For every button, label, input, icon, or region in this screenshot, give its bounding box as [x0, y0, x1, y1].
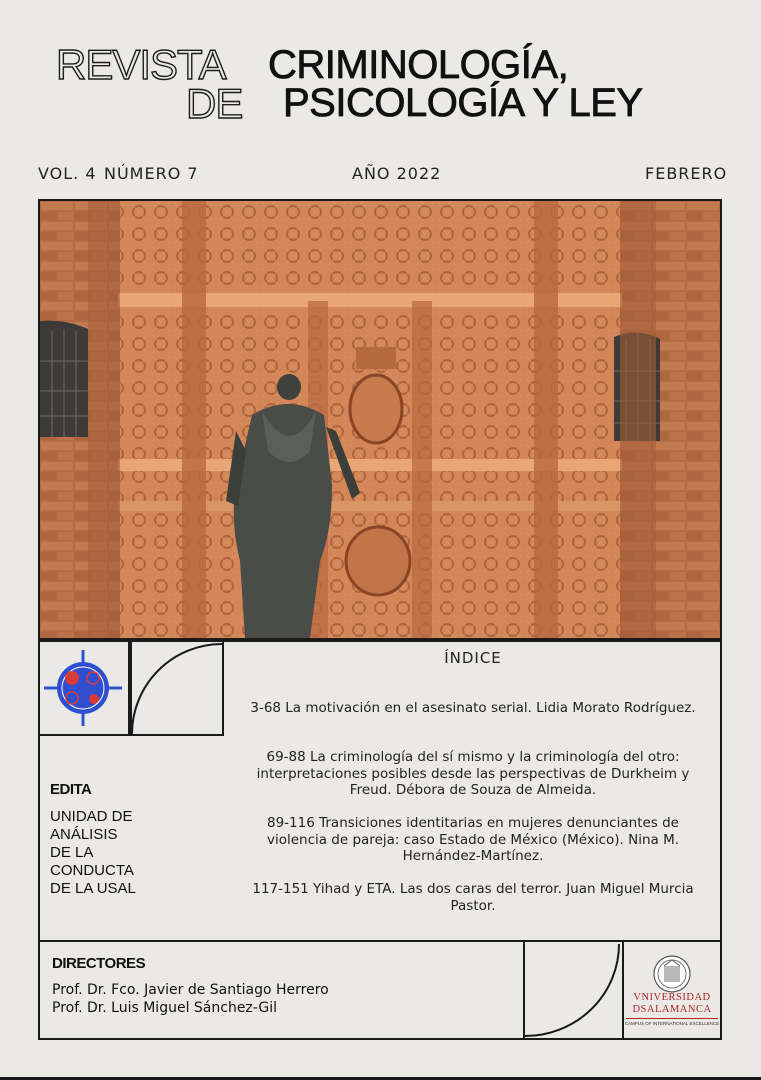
- arc-decoration-box: [130, 642, 224, 736]
- university-name-line1: VNIVERSIDAD: [633, 992, 711, 1003]
- cover-photo: [38, 199, 722, 640]
- issue-number: NÚMERO 7: [104, 164, 199, 183]
- university-name-line2: DSALAMANCA: [632, 1004, 712, 1015]
- edita-line: ANÁLISIS: [50, 826, 118, 843]
- masthead-title-line2: PSICOLOGÍA Y LEY: [283, 81, 643, 125]
- masthead-revista: REVISTA: [56, 41, 226, 88]
- issue-year: AÑO 2022: [352, 164, 442, 183]
- frame-bottom-line: [38, 1038, 722, 1040]
- edita-line: UNIDAD DE: [50, 808, 133, 825]
- arc-decoration: [132, 642, 222, 734]
- index-entry: 89-116 Transiciones identitarias en mujeres denunciantes de violencia de pareja: caso Estado de México (México). Nina M. Hernández-Martínez.: [266, 815, 680, 864]
- criminology-unit-logo: [38, 642, 128, 734]
- masthead-title-line1: CRIMINOLOGÍA,: [268, 43, 569, 87]
- edita-line: DE LA: [50, 844, 94, 861]
- director-name: Prof. Dr. Luis Miguel Sánchez-Gil: [52, 1000, 277, 1016]
- issue-month: FEBRERO: [645, 164, 728, 183]
- director-name: Prof. Dr. Fco. Javier de Santiago Herrero: [52, 982, 329, 998]
- bottom-arc-box: [523, 942, 624, 1038]
- index-title: ÍNDICE: [444, 649, 502, 667]
- university-tagline: CAMPUS OF INTERNATIONAL EXCELLENCE: [624, 1021, 720, 1026]
- edita-line: CONDUCTA: [50, 862, 134, 879]
- edita-line: DE LA USAL: [50, 880, 136, 897]
- logo-row-bottom-line: [38, 734, 224, 736]
- university-logo: [624, 942, 720, 1038]
- logo-box: [38, 642, 130, 736]
- index-entry: 117-151 Yihad y ETA. Las dos caras del terror. Juan Miguel Murcia Pastor.: [252, 881, 694, 914]
- issue-volume: VOL. 4: [38, 164, 97, 183]
- university-rule: [626, 1018, 718, 1019]
- bottom-arc-decoration: [525, 942, 622, 1038]
- masthead-de: DE: [186, 80, 243, 127]
- frame-right-line: [720, 640, 722, 1040]
- edita-block: [50, 808, 200, 898]
- index-entry: 3-68 La motivación en el asesinato serial. Lidia Morato Rodríguez.: [250, 700, 696, 716]
- facade-illustration: [40, 201, 720, 638]
- index-entry: 69-88 La criminología del sí mismo y la criminología del otro: interpretaciones posibles desde las perspectivas de Durkheim y Freud. Débora de Souza de Almeida.: [256, 749, 690, 798]
- edita-label: EDITA: [50, 781, 92, 798]
- directores-label: DIRECTORES: [52, 955, 146, 972]
